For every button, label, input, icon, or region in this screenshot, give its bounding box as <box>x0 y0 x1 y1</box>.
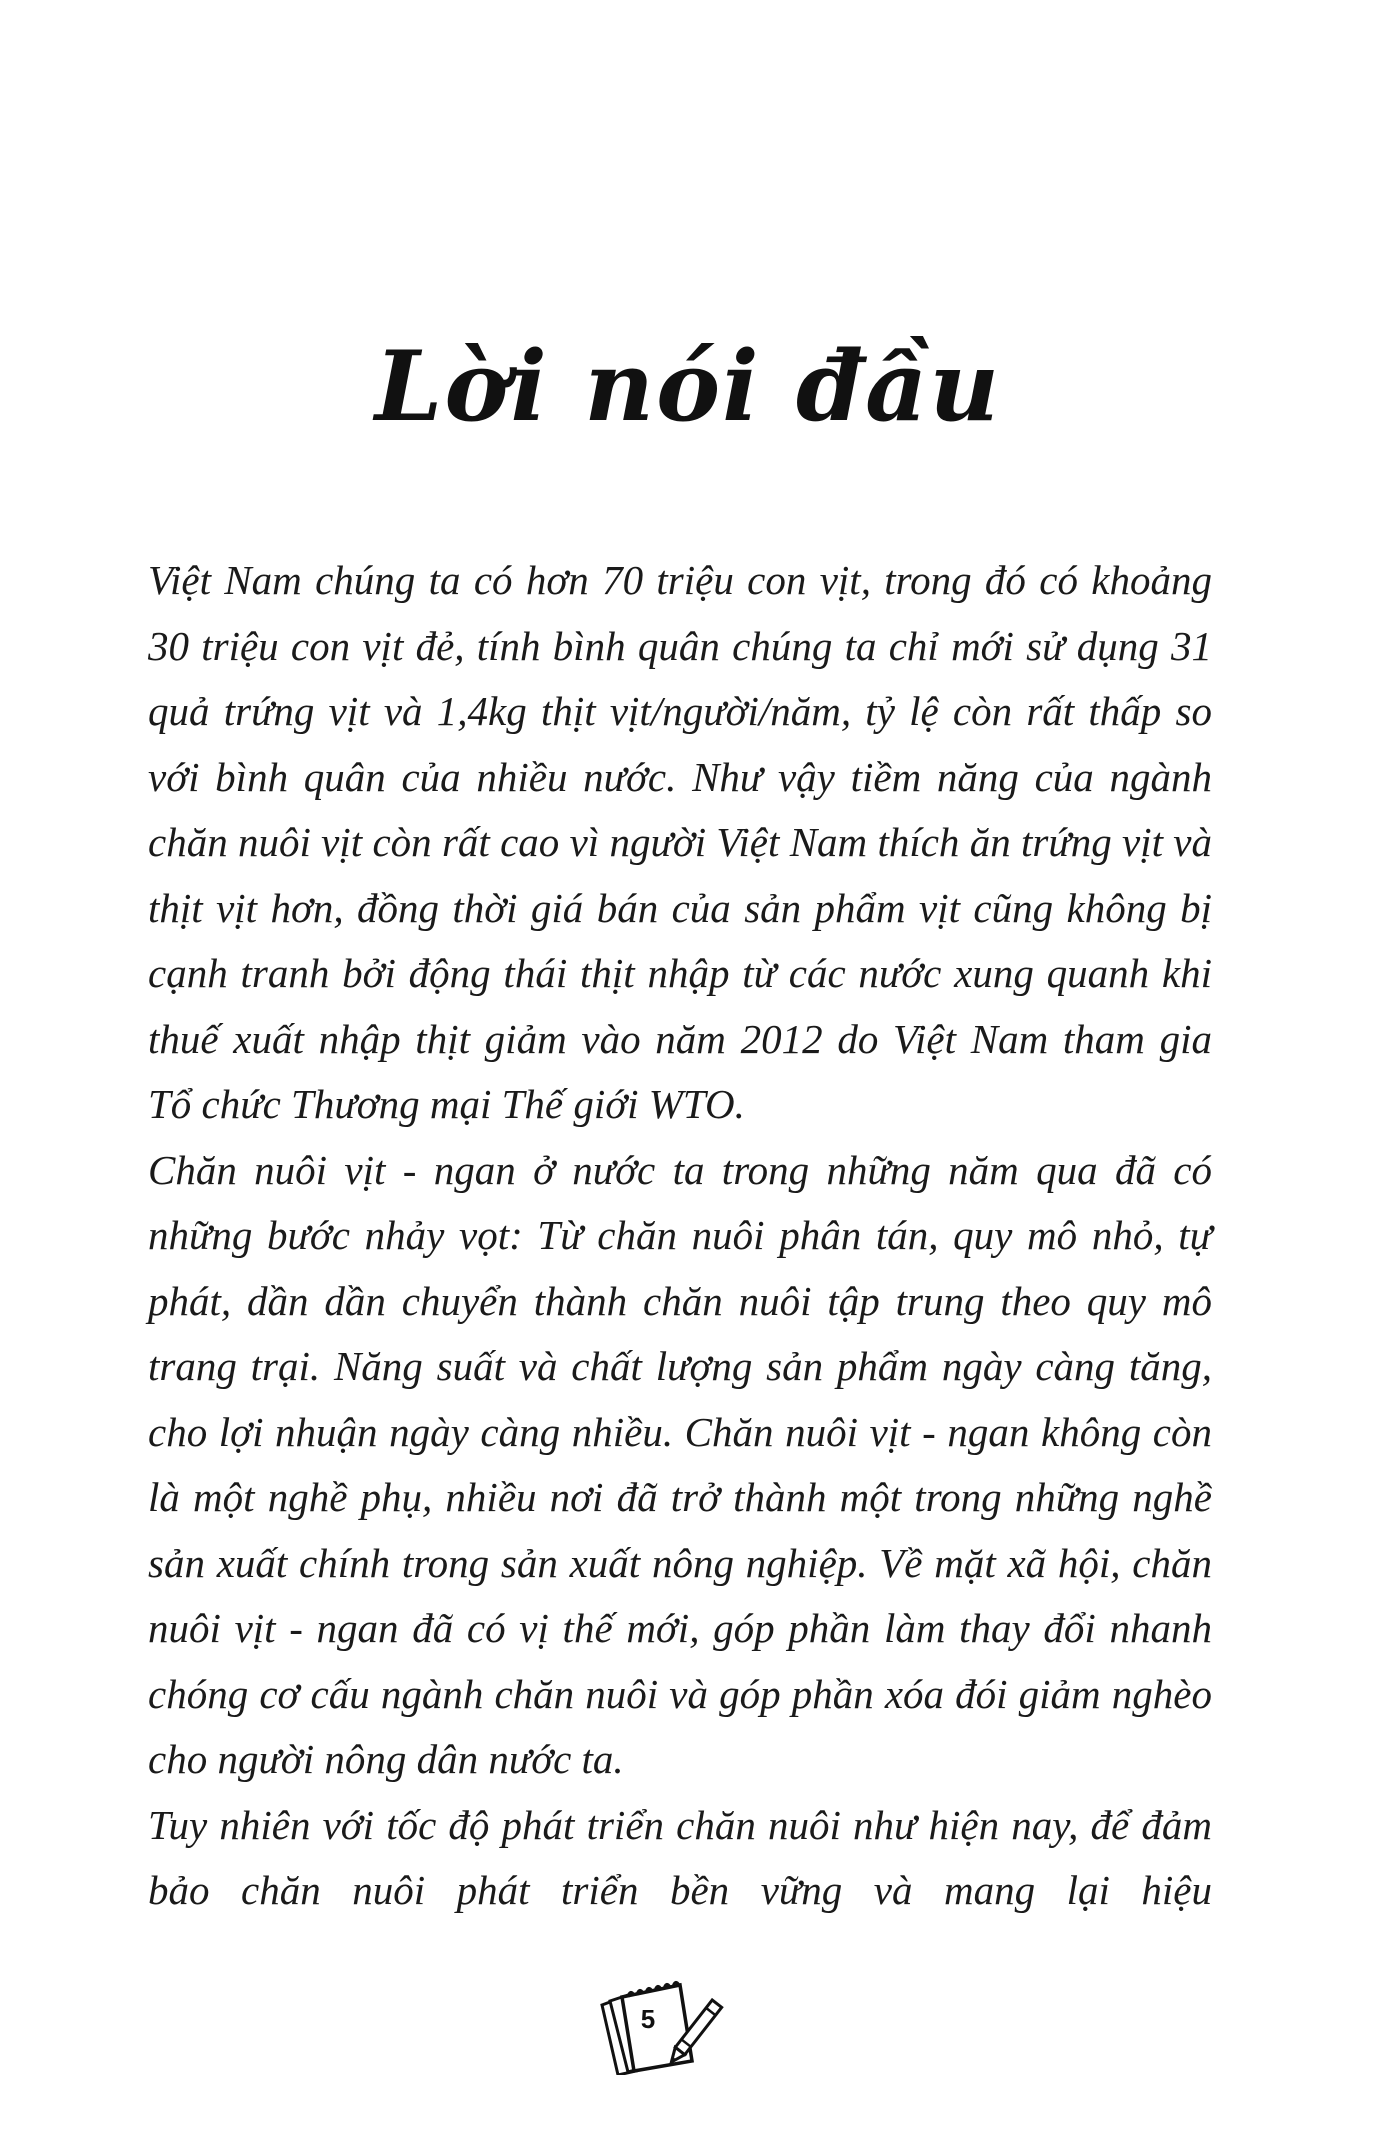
body-text <box>148 548 1212 1924</box>
page-title: Lời nói đầu <box>374 330 1002 443</box>
paragraph-2: Chăn nuôi vịt - ngan ở nước ta trong những năm qua đã có những bước nhảy vọt: Từ chăn nuôi phân tán, quy mô nhỏ, tự phát, dần dần chuyển thành chăn nuôi tập trung theo quy mô trang trại. Năng suất và chất lượng sản phẩm ngày càng tăng, cho lợi nhuận ngày càng nhiều. Chăn nuôi vịt - ngan không còn là một nghề phụ, nhiều nơi đã trở thành một trong những nghề sản xuất chính trong sản xuất nông nghiệp. Về mặt xã hội, chăn nuôi vịt - ngan đã có vị thế mới, góp phần làm thay đổi nhanh chóng cơ cấu ngành chăn nuôi và góp phần xóa đói giảm nghèo cho người nông dân nước ta. <box>148 1146 1212 1782</box>
paragraph-3: Tuy nhiên với tốc độ phát triển chăn nuôi như hiện nay, để đảm bảo chăn nuôi phát triển bền vững và mang lại hiệu <box>148 1801 1212 1913</box>
page-number: 5 <box>640 2004 656 2034</box>
paragraph-1: Việt Nam chúng ta có hơn 70 triệu con vịt, trong đó có khoảng 30 triệu con vịt đẻ, tính bình quân chúng ta chỉ mới sử dụng 31 quả trứng vịt và 1,4kg thịt vịt/người/năm, tỷ lệ còn rất thấp so với bình quân của nhiều nước. Như vậy tiềm năng của ngành chăn nuôi vịt còn rất cao vì người Việt Nam thích ăn trứng vịt và thịt vịt hơn, đồng thời giá bán của sản phẩm vịt cũng không bị cạnh tranh bởi động thái thịt nhập từ các nước xung quanh khi thuế xuất nhập thịt giảm vào năm 2012 do Việt Nam tham gia Tổ chức Thương mại Thế giới WTO. <box>148 557 1212 1127</box>
notepad-pencil-icon <box>588 1975 738 2075</box>
